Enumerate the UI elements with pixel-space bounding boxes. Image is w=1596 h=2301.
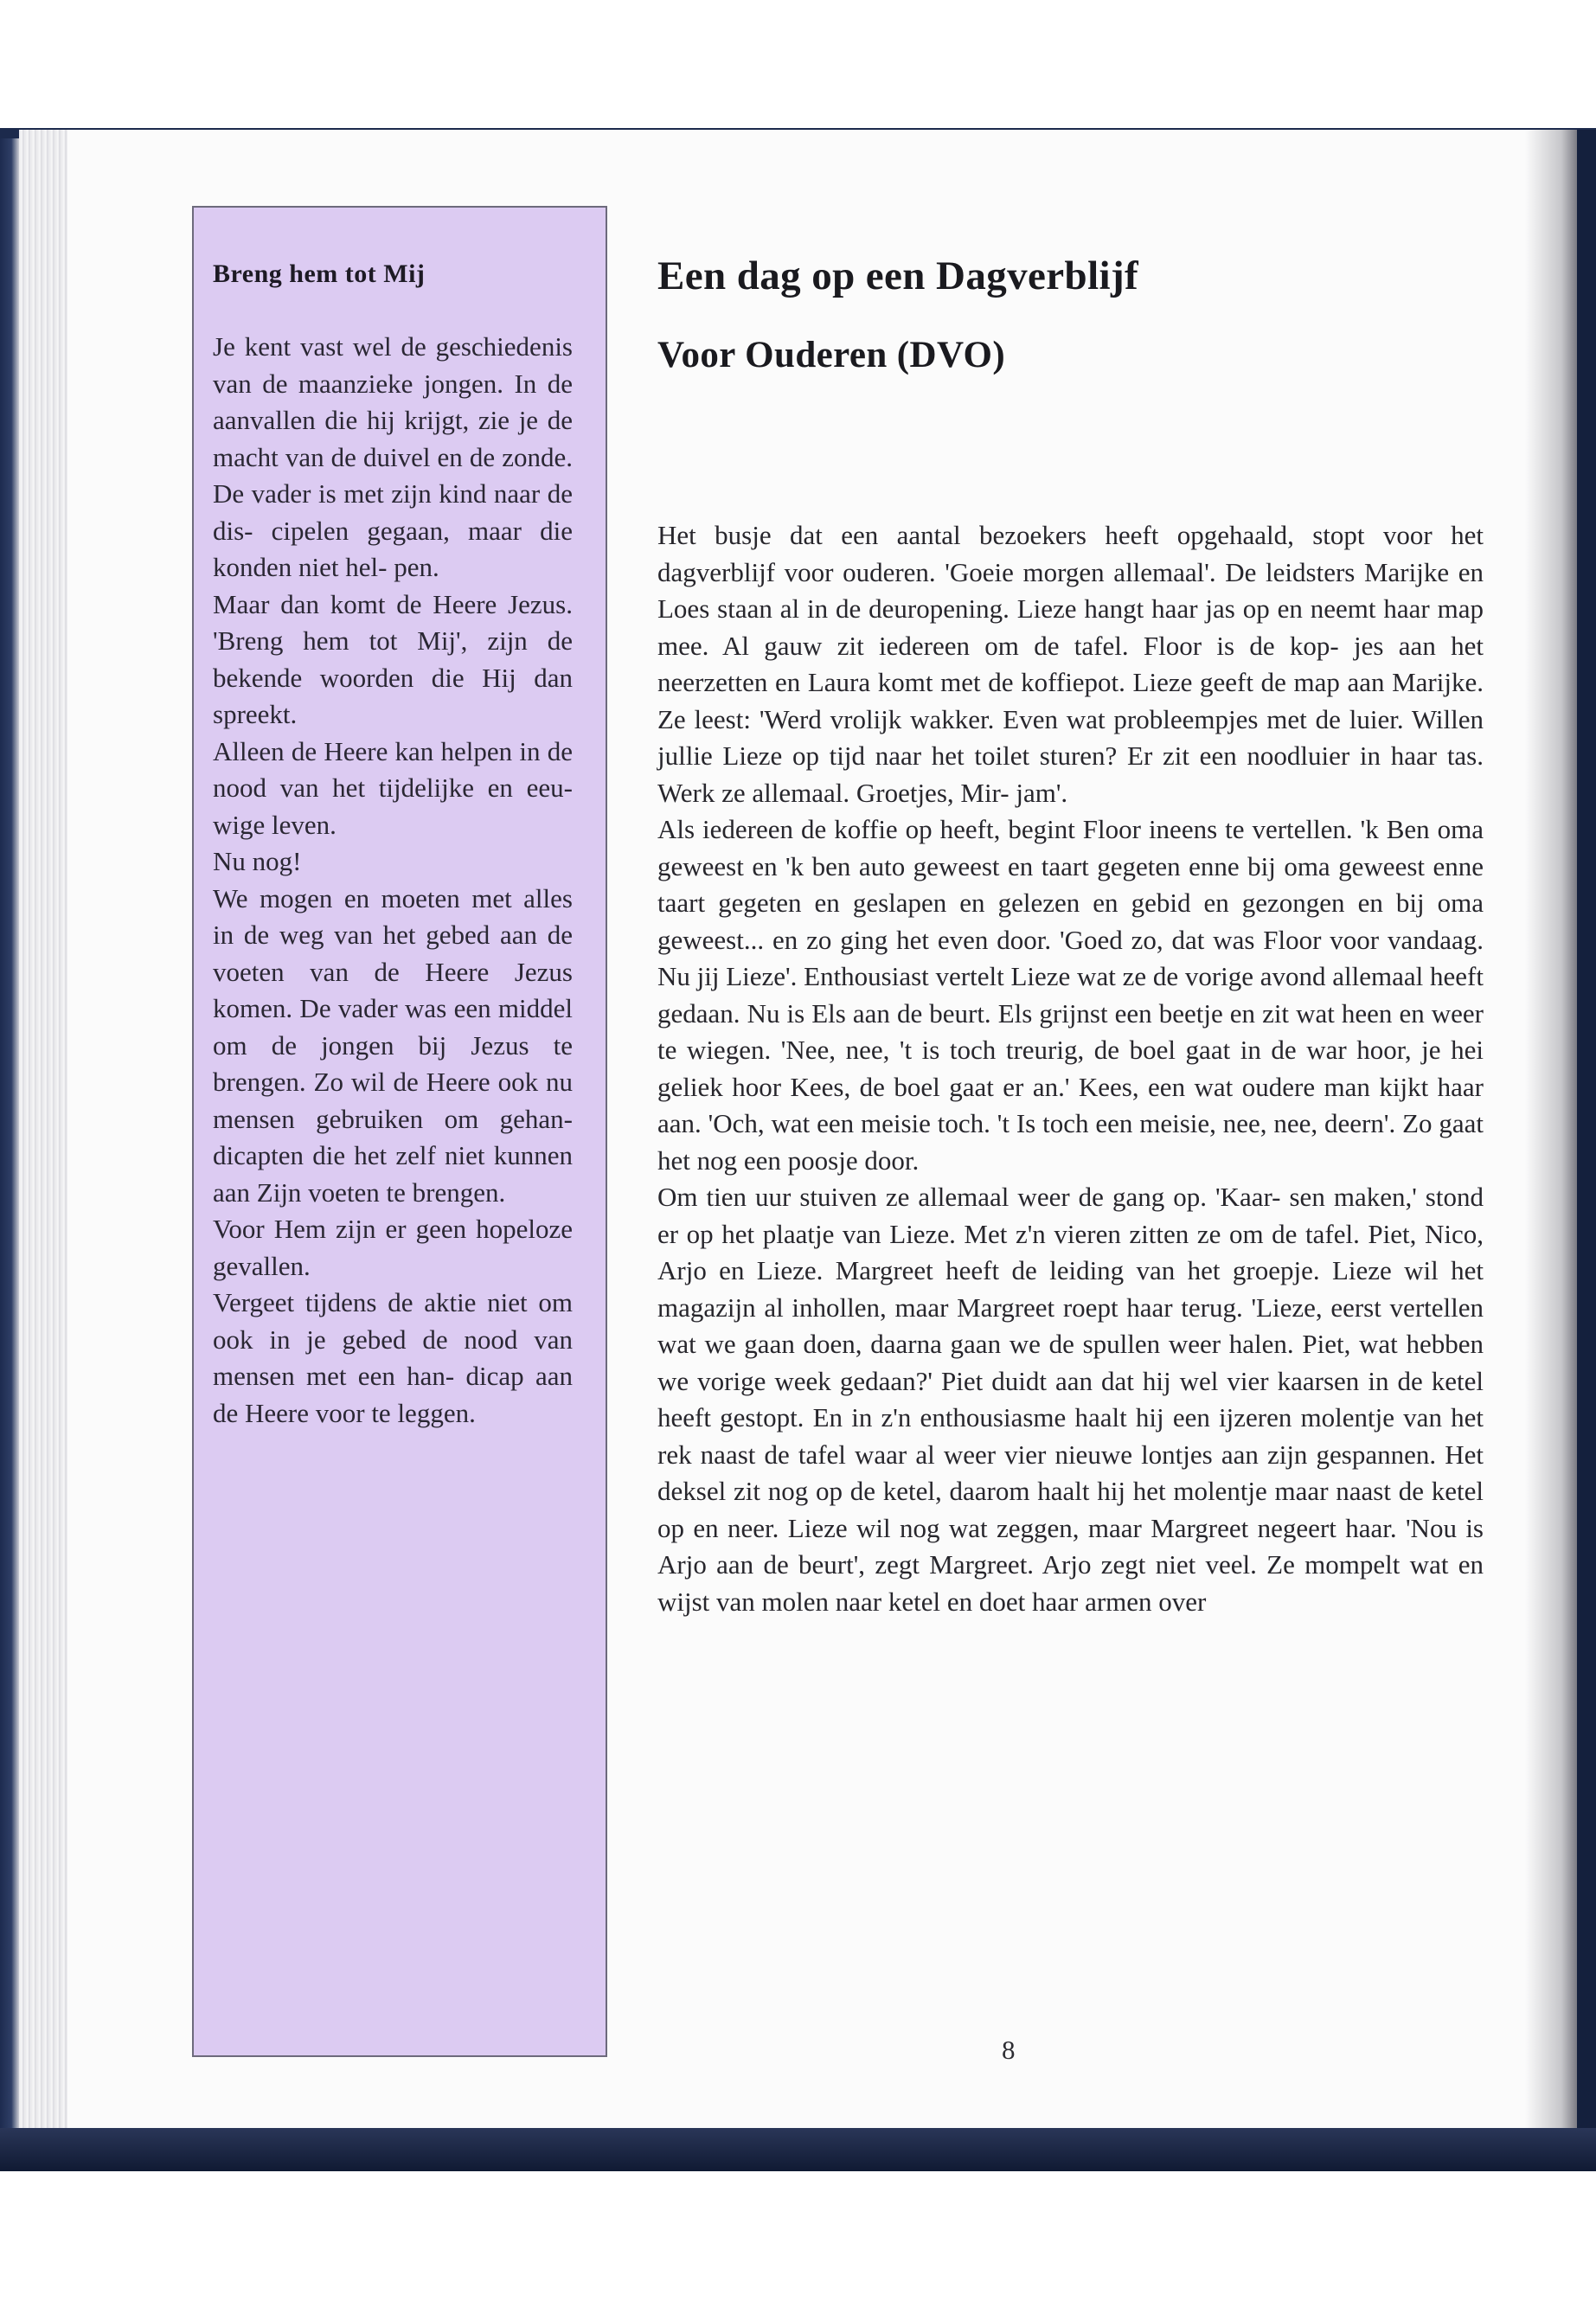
sidebar-text — [213, 329, 573, 1432]
sidebar-paragraph: We mogen en moeten met alles in de weg van het gebed aan de voeten van de Heere Jezus komen. De vader was een middel om de jongen bij Jezus te brengen. Zo wil de Heere ook nu mensen gebruiken om gehan- dicapten die het zelf niet kunnen aan Zijn voeten te brengen. — [213, 882, 573, 1208]
page-number: 8 — [1002, 2035, 1016, 2065]
book-spine-edge — [0, 138, 19, 2154]
article-subtitle: Voor Ouderen (DVO) — [657, 335, 1006, 375]
article-body — [657, 517, 1484, 1620]
sidebar-box — [192, 206, 607, 2057]
sidebar-paragraph: Alleen de Heere kan helpen in de nood van het tijdelijke en eeu- wige leven. — [213, 735, 573, 840]
sidebar-paragraph: Nu nog! — [213, 846, 302, 876]
sidebar-title: Breng hem tot Mij — [213, 260, 426, 288]
article-title: Een dag op een Dagverblijf — [657, 253, 1139, 298]
article-paragraph: Om tien uur stuiven ze allemaal weer de gang op. 'Kaar- sen maken,' stond er op het plaatje van Lieze. Met z'n vieren zitten ze om de tafel. Piet, Nico, Arjo en Lieze. Margreet heeft de leiding van het groepje. Lieze wil het magazijn al inhollen, maar Margreet roept haar terug. 'Lieze, eerst vertellen wat we gaan doen, daarna gaan we de spullen weer halen. Piet, wat hebben we vorige week gedaan?' Piet duidt aan dat hij wel vier kaarsen in de ketel heeft gestopt. En in z'n enthousiasme haalt hij een ijzeren molentje van het rek naast de tafel waar al weer vier nieuwe lontjes aan zijn gespannen. Het deksel zit nog op de ketel, daarom haalt hij het molentje maar naast de ketel op en neer. Lieze wil nog wat zeggen, maar Margreet negeert haar. 'Nou is Arjo aan de beurt', zegt Margreet. Arjo zegt niet veel. Ze mompelt wat en wijst van molen naar ketel en doet haar armen over — [657, 1182, 1484, 1617]
sidebar-paragraph: Vergeet tijdens de aktie niet om ook in je gebed de nood van mensen met een han- dicap aan de Heere voor te leggen. — [213, 1287, 573, 1428]
book-bottom-edge — [0, 2128, 1596, 2171]
sidebar-paragraph: Voor Hem zijn er geen hopeloze gevallen. — [213, 1214, 573, 1281]
article-paragraph: Als iedereen de koffie op heeft, begint Floor ineens te vertellen. 'k Ben oma geweest en 'k ben auto geweest en taart gegeten enne bij oma geweest enne taart gegeten en geslapen en gelezen en gebid en gezongen en bij oma geweest... en zo ging het even door. 'Goed zo, dat was Floor voor vandaag. Nu jij Lieze'. Enthousiast vertelt Lieze wat ze de vorige avond allemaal heeft gedaan. Nu is Els aan de beurt. Els grijnst een beetje en zit wat heen en weer te wiegen. 'Nee, nee, 't is toch treurig, de boel gaat in de war hoor, je hei geliek hoor Kees, de boel gaat er an.' Kees, een wat oudere man kijkt haar aan. 'Och, wat een meisie toch. 't Is toch een meisie, nee, nee, deern'. Zo gaat het nog een poosje door. — [657, 814, 1484, 1176]
page-shadow — [1525, 130, 1577, 2128]
sidebar-paragraph: Maar dan komt de Heere Jezus. 'Breng hem tot Mij', zijn de bekende woorden die Hij dan spreekt. — [213, 588, 573, 729]
book-right-edge — [1577, 130, 1596, 2171]
sidebar-paragraph: Je kent vast wel de geschiedenis van de maanzieke jongen. In de aanvallen die hij krijgt, zie je de macht van de duivel en de zonde. De vader is met zijn kind naar de dis- cipelen gegaan, maar die konden niet hel- pen. — [213, 331, 573, 582]
article-paragraph: Het busje dat een aantal bezoekers heeft opgehaald, stopt voor het dagverblijf voor ouderen. 'Goeie morgen allemaal'. De leidsters Marijke en Loes staan al in de deuropening. Lieze hangt haar jas op en neemt haar map mee. Al gauw zit iedereen om de tafel. Floor is de kop- jes aan het neerzetten en Laura komt met de koffiepot. Lieze geeft de map aan Marijke. Ze leest: 'Werd vrolijk wakker. Even wat probleempjes met de luier. Willen jullie Lieze op tijd naar het toilet sturen? Er zit een noodluier in haar tas. Werk ze allemaal. Groetjes, Mir- jam'. — [657, 520, 1484, 808]
page-stack — [19, 130, 71, 2128]
